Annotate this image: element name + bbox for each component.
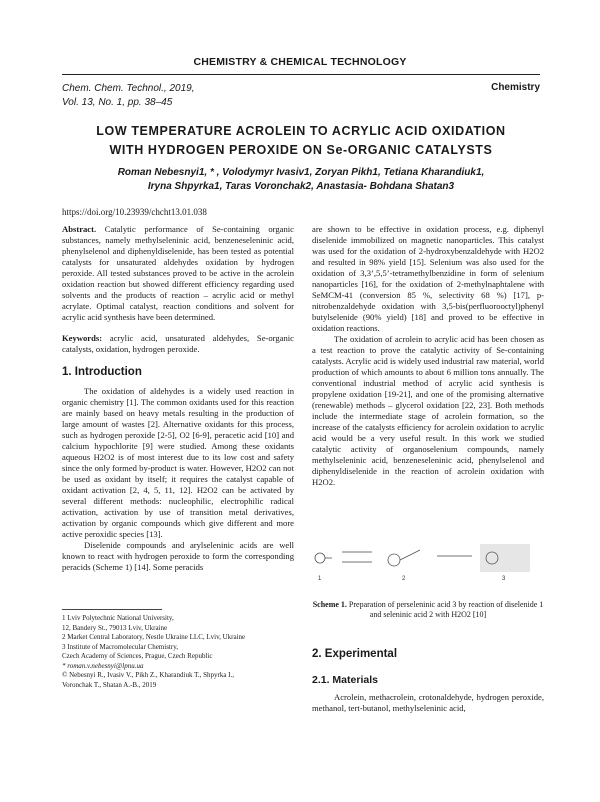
keywords-label: Keywords: [62, 333, 103, 343]
keywords [62, 333, 294, 355]
diselenide-structure [315, 553, 332, 563]
header-divider [62, 74, 540, 75]
abstract [62, 224, 294, 323]
footnote-line: 12, Bandery St., 79013 Lviv, Ukraine [62, 623, 168, 632]
materials-paragraph: Acrolein, methacrolein, crotonaldehyde, hydrogen peroxide, methanol, tert-butanol, methylseleninic acid, [312, 692, 544, 713]
citation-line-2: Vol. 13, No. 1, pp. 38–45 [62, 97, 173, 108]
citation [62, 82, 194, 110]
keywords-text: acrylic acid, unsaturated aldehydes, Se-organic catalysts, oxidation, hydrogen peroxide. [62, 333, 295, 354]
footnote-divider [62, 609, 162, 610]
authors-line-2: Iryna Shpyrka1, Taras Voronchak2, Anastasia- Bohdana Shatan3 [147, 181, 455, 192]
footnote-line: 3 Institute of Macromolecular Chemistry, [62, 642, 178, 651]
materials-heading: 2.1. Materials [312, 674, 378, 686]
right-column [312, 224, 544, 488]
abstract-text: Catalytic performance of Se-containing organic substances, namely methylseleninic acid, benzeneseleninic acid, phenylselenol and diphenyldiselenide, has been tested as potential catalysts for unsaturated aldehydes oxidation by hydrogen peroxide. All tested substances proved to be active in the acrolein oxidation reaction but showed different efficiency regarding used solvents and the products of reaction – acrylic acid or methyl acrylate. Optimal catalyst, reaction conditions and solvent for acrylic acid synthesis have been determined. [62, 224, 294, 322]
seleninic-acid-structure [388, 550, 420, 566]
intro-heading: 1. Introduction [62, 366, 142, 378]
authors-line-1: Roman Nebesnyi1, * , Volodymyr Ivasiv1, Zoryan Pikh1, Tetiana Kharandiuk1, [117, 167, 485, 178]
footnote-email: * roman.v.nebesnyi@lpnu.ua [62, 661, 144, 670]
intro-paragraph-1: The oxidation of aldehydes is a widely used reaction in organic chemistry [1]. The common oxidants used for this reaction are mainly based on heavy metals resulting in the production of large amount of wastes [2]. Alternative oxidants for this process, such as hydrogen peroxide [2-5], O2 [6-9], peracetic acid [10] and calcium hypochlorite [9] were studied. Among these oxidants aqueous H2O2 is of most interest due to its low cost and safety since the only formed by-product is water. However, H2O2 can not be used as oxidant by itself; it requires the catalyst capable of oxidant activation [2, 4, 5, 11, 12]. H2O2 can be activated by several different methods: nucleophilic, electrophilic radical activation, activation by use of transition metal derivatives, activation by organic compounds which give different and more active peroxidic species [13]. [62, 386, 294, 539]
scheme-1-figure [312, 540, 544, 590]
footnote-line: © Nebesnyi R., Ivasiv V., Pikh Z., Kharandiuk T., Shpyrka I., [62, 671, 235, 679]
section-tag: Chemistry [491, 82, 540, 93]
intro-paragraph-2: Diselenide compounds and arylseleninic acids are well known to react with hydrogen peroxide to form the corresponding peracids (Scheme 1) [14]. Some peracids [62, 540, 294, 572]
footnote-line: Voronchak T., Shatan A.-B., 2019 [62, 680, 157, 689]
scheme-caption-text: Preparation of perseleninic acid 3 by reaction of diselenide 1 and seleninic acid 2 with H2O2 [10] [348, 600, 544, 619]
scheme-label-3: 3 [502, 576, 506, 582]
materials-column [312, 692, 544, 714]
right-paragraph-1: are shown to be effective in oxidation process, e.g. diphenyl diselenide immobilized on magnetic nanoparticles. This catalyst was used for the oxidation of 2-hydroxybenzaldehyde with H2O2 and resulted in 98% yield [15]. Selenium was also used for the oxidation of 3,3’,5,5’-tetramethylbenzidine in form of selenium nanoparticles [16], for the oxidation of 2-methylnaphtalene with SeMCM-41 (conversion 85 %, selectivity 68 %) [17], p-nitrobenzaldehyde oxidation with 3,5-bis(perfluorooctyl)phenyl butylselenide (90% yield) [18] and proved to be effective in oxidation reactions. [312, 224, 544, 333]
scheme-caption [312, 600, 544, 620]
footnote-line: 2 Market Central Laboratory, Nestle Ukraine LLC, Lviv, Ukraine [62, 633, 246, 641]
right-paragraph-2: The oxidation of acrolein to acrylic acid has been chosen as a test reaction to prove the catalytic activity of Se-containing catalysts. Acrylic acid is widely used industrial raw material, world production of which amounts to about 6 million tons annually. The conventional industrial method of acrylic acid synthesis is propylene oxidation [19-21], and one of the promising alternative (renewable) methods – glycerol oxidation [22, 23]. Both methods include the intermediate stage of acrolein formation, so the increase of the catalysts efficiency for acrolein oxidation to acrylic acid would be a very useful result. In this work we studied catalytic activity of organoselenium compounds, namely methylseleninic acid, benzeneseleninic acid, phenylselenol and diphenyldiselenide in the reaction of acrolein oxidation with H2O2. [312, 334, 544, 487]
abstract-label: Abstract. [62, 224, 97, 234]
journal-title: CHEMISTRY & CHEMICAL TECHNOLOGY [193, 56, 407, 68]
left-column [62, 224, 294, 573]
author-list [80, 166, 522, 194]
citation-line-1: Chem. Chem. Technol., 2019, [62, 83, 195, 94]
scheme-label-2: 2 [402, 576, 406, 582]
footnote-line: 1 Lviv Polytechnic National University, [62, 614, 174, 622]
scheme-caption-label: Scheme 1. [312, 600, 347, 609]
title-line-2: WITH HYDROGEN PEROXIDE ON Se-ORGANIC CATALYSTS [109, 143, 493, 157]
doi-link[interactable]: https://doi.org/10.23939/chcht13.01.038 [62, 207, 207, 217]
title-line-1: LOW TEMPERATURE ACROLEIN TO ACRYLIC ACID OXIDATION [96, 124, 506, 138]
perseleninic-acid-box [480, 544, 530, 572]
paper-title [62, 122, 540, 160]
footnote-line: Czech Academy of Sciences, Prague, Czech Republic [62, 652, 213, 660]
experimental-heading: 2. Experimental [312, 648, 398, 660]
footnotes [62, 614, 294, 690]
scheme-label-1: 1 [318, 576, 322, 582]
